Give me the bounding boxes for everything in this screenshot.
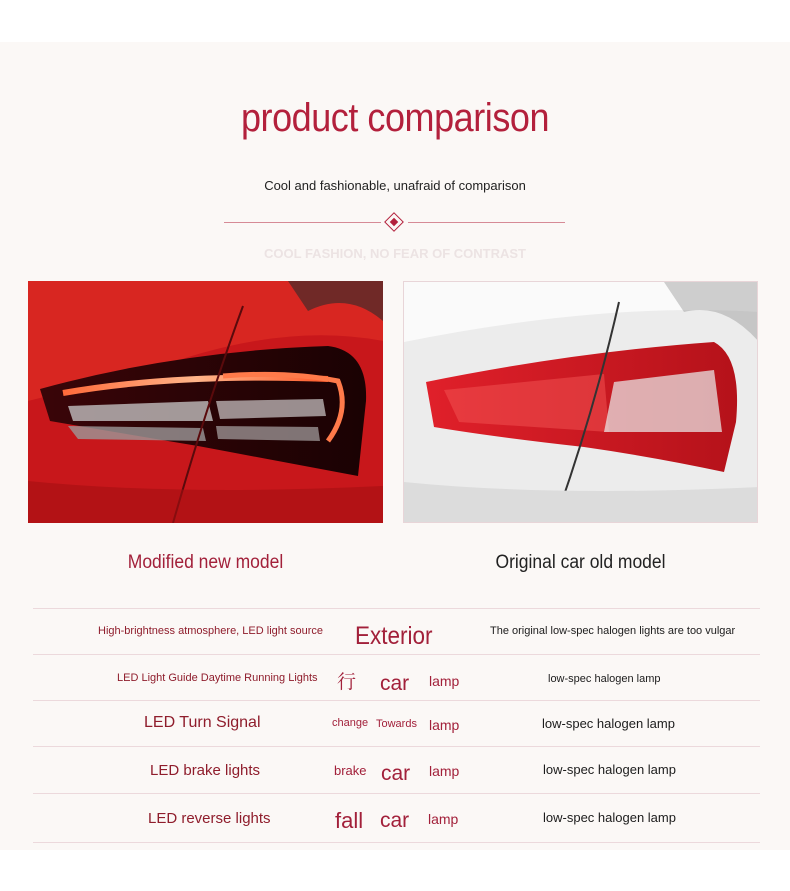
page-subtitle: Cool and fashionable, unafraid of comparison — [264, 178, 526, 193]
new-model-photo — [28, 281, 383, 523]
table-row-middle: lamp — [429, 717, 460, 733]
table-divider — [33, 746, 760, 747]
table-row-middle: Exterior — [355, 622, 433, 650]
table-divider — [33, 793, 760, 794]
table-row-middle: car — [381, 762, 411, 785]
table-row-left: LED Turn Signal — [144, 714, 261, 731]
table-row-right: low-spec halogen lamp — [548, 673, 661, 685]
table-divider — [33, 654, 760, 655]
old-model-label: Original car old model — [495, 552, 666, 573]
ghost-subtitle: COOL FASHION, NO FEAR OF CONTRAST — [264, 246, 526, 261]
old-model-photo — [403, 281, 758, 523]
divider-left — [224, 222, 381, 223]
table-divider — [33, 842, 760, 843]
table-divider — [33, 608, 760, 609]
table-row-right: low-spec halogen lamp — [543, 810, 676, 825]
table-divider — [33, 700, 760, 701]
table-row-middle: 行 — [337, 672, 357, 693]
table-row-middle: lamp — [429, 673, 460, 689]
table-row-middle: car — [380, 809, 410, 832]
table-row-right: The original low-spec halogen lights are too vulgar — [490, 625, 736, 637]
table-row-right: low-spec halogen lamp — [543, 762, 676, 777]
table-row-left: LED reverse lights — [148, 810, 271, 827]
table-row-middle: fall — [335, 808, 364, 833]
new-model-label: Modified new model — [127, 552, 284, 573]
table-row-middle: car — [380, 672, 410, 695]
table-row-middle: lamp — [429, 763, 460, 779]
table-row-right: low-spec halogen lamp — [542, 716, 675, 731]
table-row-middle: brake — [334, 763, 367, 778]
table-row-left: LED Light Guide Daytime Running Lights — [117, 672, 318, 684]
table-row-left: High-brightness atmosphere, LED light source — [98, 625, 324, 637]
page-title: product comparison — [240, 96, 550, 140]
table-row-middle: change — [332, 717, 369, 729]
table-row-left: LED brake lights — [150, 762, 261, 779]
divider-right — [408, 222, 565, 223]
table-row-middle: lamp — [428, 811, 459, 827]
table-row-middle: Towards — [376, 718, 417, 730]
